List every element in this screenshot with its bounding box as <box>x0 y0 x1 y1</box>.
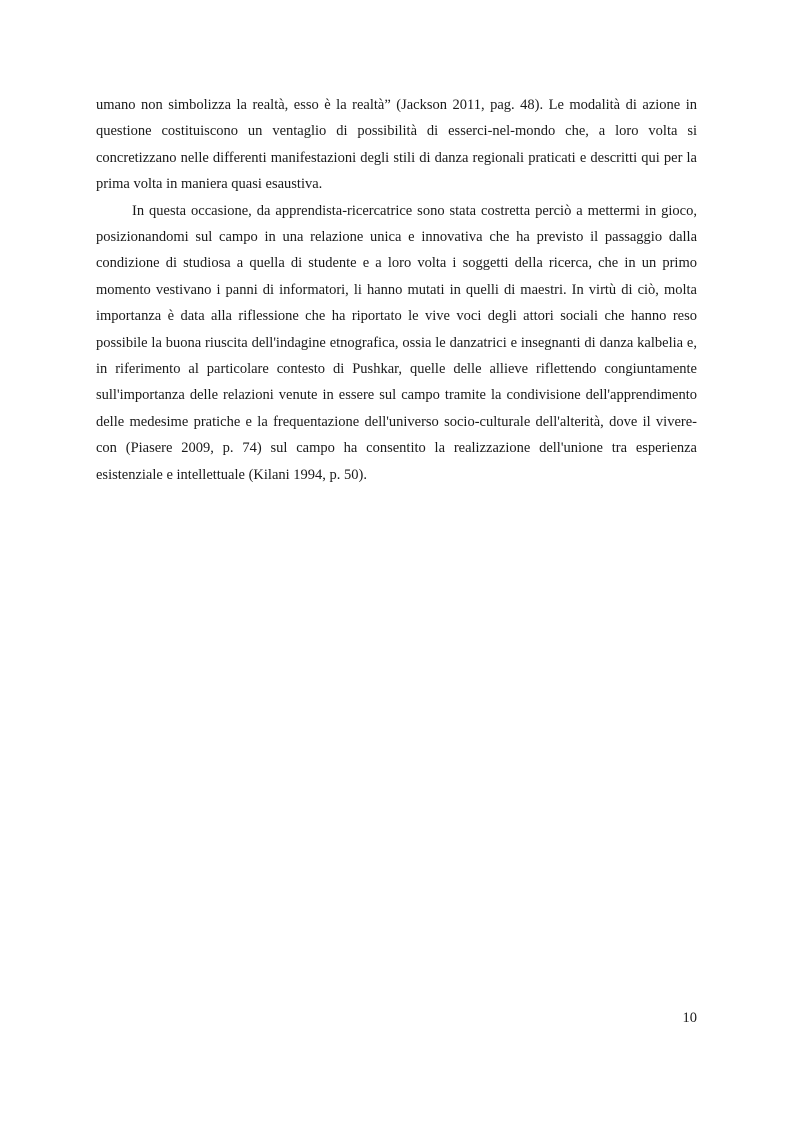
body-text <box>96 92 697 488</box>
page-number: 10 <box>682 1010 697 1026</box>
paragraph-continuation: umano non simbolizza la realtà, esso è la realtà” (Jackson 2011, pag. 48). Le modalità di azione in questione costituiscono un ventaglio di possibilità di esserci-nel-mondo che, a loro volta si concretizzano nelle differenti manifestazioni degli stili di danza regionali praticati e descritti qui per la prima volta in maniera quasi esaustiva. <box>96 97 697 193</box>
paragraph-research-reflection: In questa occasione, da apprendista-ricercatrice sono stata costretta perciò a mettermi in gioco, posizionandomi sul campo in una relazione unica e innovativa che ha previsto il passaggio dalla condizione di studiosa a quella di studente e a loro volta i soggetti della ricerca, che in un primo momento vestivano i panni di informatori, li hanno mutati in quelli di maestri. In virtù di ciò, molta importanza è data alla riflessione che ha riportato le vive voci degli attori sociali che hanno reso possibile la buona riuscita dell'indagine etnografica, ossia le danzatrici e insegnanti di danza kalbelia e, in riferimento al particolare contesto di Pushkar, quelle delle allieve riflettendo congiuntamente sull'importanza delle relazioni venute in essere sul campo tramite la condivisione dell'apprendimento delle medesime pratiche e la frequentazione dell'universo socio-culturale dell'alterità, dove il vivere-con (Piasere 2009, p. 74) sul campo ha consentito la realizzazione dell'unione tra esperienza esistenziale e intellettuale (Kilani 1994, p. 50). <box>96 202 697 483</box>
